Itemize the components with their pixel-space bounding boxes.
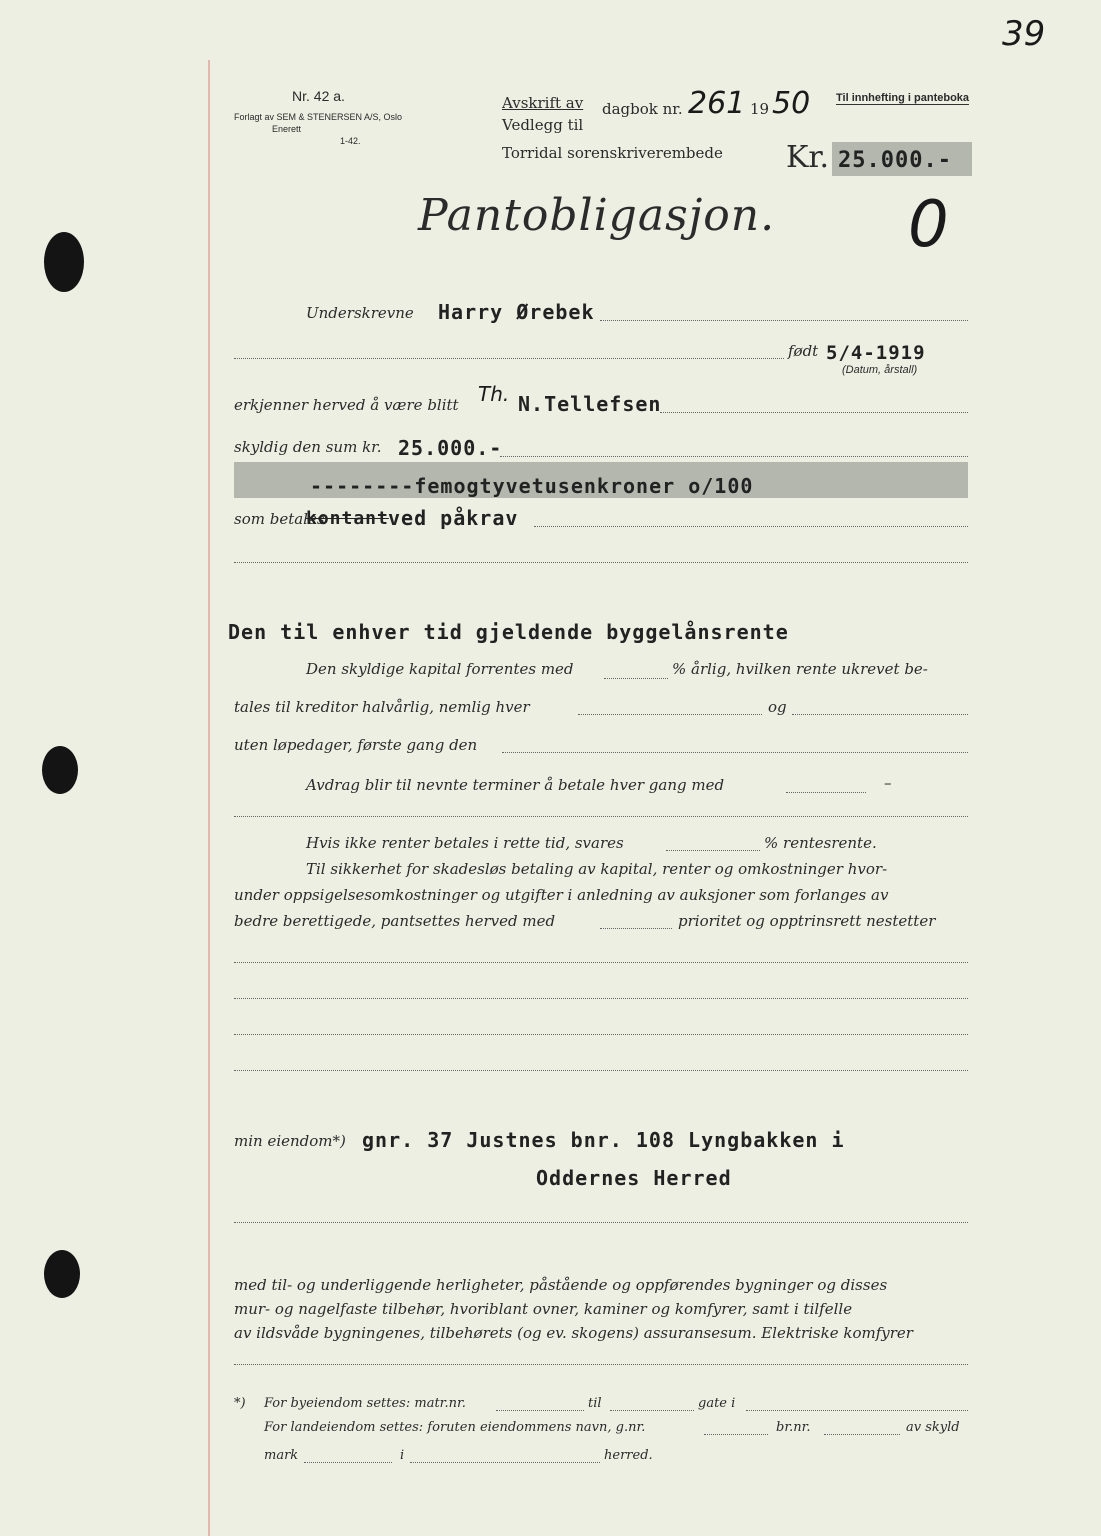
erkjenner-handwritten: Th.: [478, 382, 510, 406]
til-innhefting: Til innhefting i panteboka: [836, 92, 970, 104]
body-line-1b: % årlig, hvilken rente ukrevet be-: [672, 660, 928, 678]
body-line-2a: tales til kreditor halvårlig, nemlig hver: [234, 698, 530, 716]
blank-line-8: [234, 1364, 968, 1365]
footnote-2a: For landeiendom settes: foruten eiendommens navn, g.nr.: [264, 1420, 646, 1435]
year-value: 50: [772, 86, 811, 121]
form-number: Nr. 42 a.: [292, 88, 345, 104]
blank-line-3: [234, 962, 968, 963]
page-number: 39: [1002, 14, 1046, 54]
punch-hole-middle: [42, 746, 78, 794]
dagbok-number: 261: [688, 86, 746, 121]
name-continuation-line: [234, 358, 784, 359]
fodt-label: født: [788, 342, 819, 360]
eiendom-line-2: Oddernes Herred: [536, 1166, 732, 1190]
publisher-line: Forlagt av SEM & STENERSEN A/S, Oslo: [234, 112, 403, 122]
footnote-til-blank: [610, 1410, 694, 1411]
som-betales-struck: kontant: [306, 508, 389, 529]
rate-blank: [604, 678, 668, 679]
margin-rule: [208, 60, 210, 1536]
body-line-2b: og: [768, 698, 787, 716]
footnote-mark-blank: [304, 1462, 392, 1463]
body-line-4: Avdrag blir til nevnte terminer å betale hver gang med: [306, 776, 725, 794]
underskrevne-line: [600, 320, 968, 321]
closing-line-1: med til- og underliggende herligheter, påstående og oppførendes bygninger og disses: [234, 1276, 888, 1294]
installment-dash: –: [884, 774, 892, 792]
body-line-1a: Den skyldige kapital forrentes med: [306, 660, 574, 678]
footnote-3c: herred.: [604, 1448, 653, 1463]
skyldig-value: 25.000.-: [398, 436, 503, 460]
body-line-5b: % rentesrente.: [764, 834, 877, 852]
body-paragraph-1: Til sikkerhet for skadesløs betaling av kapital, renter og omkostninger hvor-: [306, 860, 888, 878]
footnote-2b: br.nr.: [776, 1420, 811, 1435]
footnote-gnr-blank: [704, 1434, 768, 1435]
kr-amount: 25.000.-: [838, 148, 952, 173]
footnote-1c: gate i: [698, 1396, 736, 1411]
vedlegg-label: Vedlegg til: [502, 116, 584, 134]
closing-line-2: mur- og nagelfaste tilbehør, hvoriblant ovner, kaminer og komfyrer, samt i tilfelle: [234, 1300, 853, 1318]
dagbok-label: dagbok nr.: [602, 100, 683, 118]
skyldig-line: [500, 456, 968, 457]
priority-blank: [600, 928, 672, 929]
erkjenner-value: N.Tellefsen: [518, 392, 662, 416]
blank-line-1: [234, 562, 968, 563]
erkjenner-label: erkjenner herved å være blitt: [234, 396, 459, 414]
erkjenner-line: [660, 412, 968, 413]
footnote-1b: til: [588, 1396, 602, 1411]
fodt-value: 5/4-1919: [826, 342, 926, 364]
publisher-enerett: Enerett: [272, 124, 302, 134]
punch-hole-top: [44, 232, 84, 292]
office-name: Torridal sorenskriverembede: [502, 144, 723, 162]
penalty-rate-blank: [666, 850, 760, 851]
body-line-3: uten løpedager, første gang den: [234, 736, 478, 754]
underskrevne-value: Harry Ørebek: [438, 300, 595, 324]
document-title: Pantobligasjon.: [418, 190, 776, 241]
closing-line-3: av ildsvåde bygningenes, tilbehørets (og ev. skogens) assuransesum. Elektriske komfyrer: [234, 1324, 913, 1342]
footnote-brnr-blank: [824, 1434, 900, 1435]
body-line-5a: Hvis ikke renter betales i rette tid, svares: [306, 834, 624, 852]
installment-blank: [786, 792, 866, 793]
blank-line-7: [234, 1222, 968, 1223]
publisher-date: 1-42.: [340, 136, 361, 146]
blank-line-5: [234, 1034, 968, 1035]
term-blank: [578, 714, 762, 715]
footnote-gate-blank: [746, 1410, 968, 1411]
term-blank-2: [792, 714, 968, 715]
fodt-hint: (Datum, årstall): [842, 364, 918, 376]
footnote-i-blank: [410, 1462, 600, 1463]
som-betales-value: ved påkrav: [388, 506, 519, 530]
footnote-matr-blank: [496, 1410, 584, 1411]
title-mark: 0: [908, 188, 949, 262]
footnote-1a: For byeiendom settes: matr.nr.: [264, 1396, 466, 1411]
eiendom-label: min eiendom*): [234, 1132, 346, 1150]
punch-hole-bottom: [44, 1250, 80, 1298]
eiendom-line-1: gnr. 37 Justnes bnr. 108 Lyngbakken i: [362, 1128, 845, 1152]
skyldig-label: skyldig den sum kr.: [234, 438, 382, 456]
kr-label: Kr.: [786, 140, 829, 175]
footnote-mark: *): [234, 1396, 246, 1411]
blank-line-6: [234, 1070, 968, 1071]
underskrevne-label: Underskrevne: [306, 304, 414, 322]
body-paragraph-3b: prioritet og opptrinsrett nestetter: [678, 912, 936, 930]
avskrift-label: Avskrift av: [502, 94, 584, 112]
body-paragraph-3a: bedre berettigede, pantsettes herved med: [234, 912, 556, 930]
som-betales-line: [534, 526, 968, 527]
sum-words: --------femogtyvetusenkroner o/100: [310, 474, 754, 498]
blank-line-4: [234, 998, 968, 999]
footnote-3a: mark: [264, 1448, 299, 1463]
year-prefix: 19: [750, 100, 770, 118]
rente-heading: Den til enhver tid gjeldende byggelånsrente: [228, 620, 789, 644]
first-date-blank: [502, 752, 968, 753]
footnote-3b: i: [400, 1448, 405, 1463]
som-betales-label: som betales: [234, 510, 325, 528]
body-paragraph-2: under oppsigelsesomkostninger og utgifter i anledning av auksjoner som forlanges av: [234, 886, 889, 904]
footnote-2c: av skyld: [906, 1420, 960, 1435]
blank-line-2: [234, 816, 968, 817]
